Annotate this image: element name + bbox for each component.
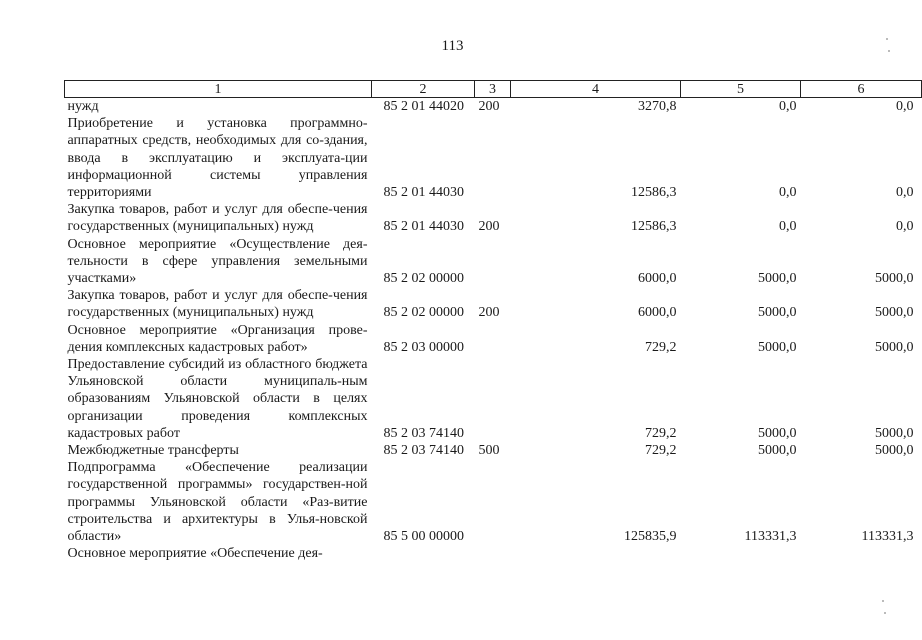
row-code: 85 5 00 00000 — [383, 529, 464, 545]
row-amount-col6: 5000,0 — [875, 305, 914, 321]
row-amount-col6: 0,0 — [896, 185, 914, 201]
row-amount-col5: 5000,0 — [758, 425, 797, 441]
row-amount-col5: 0,0 — [779, 185, 797, 201]
row-amount-col6: 5000,0 — [875, 425, 914, 441]
scan-speck — [888, 50, 890, 52]
row-amount-col6: 0,0 — [896, 99, 914, 114]
table-row — [65, 459, 922, 545]
row-code: 85 2 01 44020 — [383, 99, 464, 114]
row-amount-col5: 5000,0 — [758, 443, 797, 459]
row-amount-col4: 729,2 — [645, 425, 677, 441]
scan-speck — [882, 600, 884, 602]
row-code: 85 2 03 00000 — [383, 339, 464, 355]
table-header — [65, 81, 922, 98]
row-code: 85 2 03 74140 — [383, 425, 464, 441]
row-code: 85 2 01 44030 — [383, 219, 464, 235]
row-amount-col5: 113331,3 — [744, 529, 797, 545]
row-expense-type — [475, 545, 511, 562]
column-header-5: 5 — [681, 81, 801, 98]
row-amount-col5: 0,0 — [779, 99, 797, 114]
row-description: Подпрограмма «Обеспечение реализации государственной программы» государствен-ной программы Ульяновской области «Раз-витие строительства и архитектуры в Улья-новской области» — [67, 460, 368, 545]
row-amount-col4: 729,2 — [645, 339, 677, 355]
row-description: Основное мероприятие «Осуществление дея-тельности в сфере управления земельными участками» — [67, 236, 368, 287]
row-amount-col5: 5000,0 — [758, 305, 797, 321]
row-amount-col4: 6000,0 — [638, 271, 677, 287]
row-code: 85 2 01 44030 — [383, 185, 464, 201]
row-expense-type: 500 — [478, 443, 500, 459]
table-row — [65, 201, 922, 235]
row-amount-col4: 12586,3 — [631, 185, 677, 201]
row-expense-type — [475, 459, 511, 545]
row-description: Закупка товаров, работ и услуг для обеспе-чения государственных (муниципальных) нужд — [67, 288, 368, 321]
row-description: Предоставление субсидий из областного бюджета Ульяновской области муниципаль-ным образованиям Ульяновской области в целях организации проведения комплексных кадастровых работ — [67, 357, 368, 441]
row-amount-col4: 125835,9 — [624, 529, 677, 545]
row-expense-type — [475, 115, 511, 201]
row-description: Закупка товаров, работ и услуг для обеспе-чения государственных (муниципальных) нужд — [67, 202, 368, 235]
table-row — [65, 287, 922, 321]
row-description: Основное мероприятие «Организация прове-дения комплексных кадастровых работ» — [67, 322, 368, 355]
table-row — [65, 322, 922, 356]
row-expense-type: 200 — [478, 305, 500, 321]
scan-speck — [884, 612, 886, 614]
row-expense-type — [475, 236, 511, 288]
column-header-3: 3 — [475, 81, 511, 98]
row-amount-col6 — [801, 545, 922, 562]
table-row — [65, 545, 922, 562]
row-amount-col4: 729,2 — [645, 443, 677, 459]
table-row — [65, 236, 922, 288]
column-header-6: 6 — [801, 81, 922, 98]
row-code: 85 2 02 00000 — [383, 271, 464, 287]
row-amount-col4: 12586,3 — [631, 219, 677, 235]
row-expense-type: 200 — [478, 99, 500, 114]
row-amount-col5: 5000,0 — [758, 339, 797, 355]
row-code: 85 2 02 00000 — [383, 305, 464, 321]
row-amount-col4: 3270,8 — [638, 99, 677, 114]
budget-table — [64, 80, 922, 562]
page-number: 113 — [441, 38, 464, 54]
scan-speck — [886, 38, 888, 40]
row-amount-col4 — [511, 545, 681, 562]
column-header-4: 4 — [511, 81, 681, 98]
row-amount-col4: 6000,0 — [638, 305, 677, 321]
row-amount-col5: 5000,0 — [758, 271, 797, 287]
table-row — [65, 98, 922, 116]
row-amount-col5: 0,0 — [779, 219, 797, 235]
row-amount-col5 — [681, 545, 801, 562]
table-body — [65, 98, 922, 563]
column-header-2: 2 — [372, 81, 475, 98]
row-expense-type — [475, 356, 511, 442]
row-code: 85 2 03 74140 — [383, 443, 464, 459]
row-amount-col6: 5000,0 — [875, 271, 914, 287]
row-expense-type: 200 — [478, 219, 500, 235]
row-code — [372, 545, 475, 562]
row-expense-type — [475, 322, 511, 356]
row-amount-col6: 5000,0 — [875, 339, 914, 355]
table-row — [65, 115, 922, 201]
row-description: нужд — [67, 99, 99, 114]
table-row — [65, 442, 922, 459]
table-row — [65, 356, 922, 442]
column-header-1: 1 — [65, 81, 372, 98]
row-description: Основное мероприятие «Обеспечение дея- — [67, 546, 323, 562]
row-amount-col6: 0,0 — [896, 219, 914, 235]
row-description: Межбюджетные трансферты — [67, 443, 239, 459]
row-amount-col6: 113331,3 — [861, 529, 914, 545]
row-amount-col6: 5000,0 — [875, 443, 914, 459]
row-description: Приобретение и установка программно-аппаратных средств, необходимых для со-здания, ввода в эксплуатацию и эксплуата-ции информационной системы управления территориями — [67, 116, 368, 201]
